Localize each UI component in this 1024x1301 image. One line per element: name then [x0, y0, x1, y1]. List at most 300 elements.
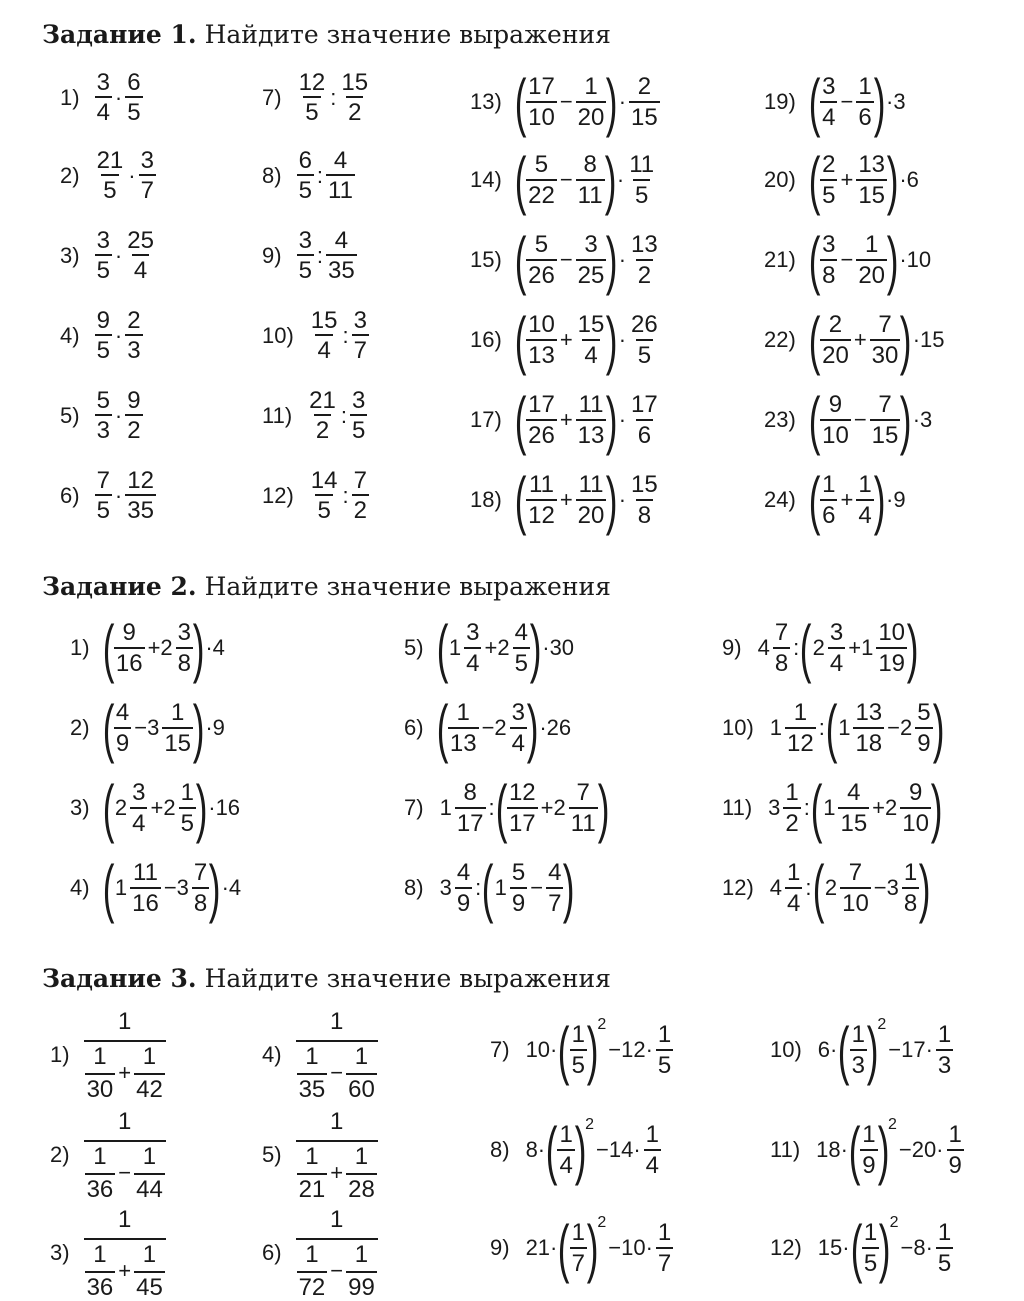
- denominator: 72: [297, 1271, 328, 1300]
- fraction: [526, 152, 557, 207]
- parenthesis: ): [606, 464, 618, 536]
- exercise-number: 2): [70, 715, 90, 740]
- operator: +: [118, 1060, 132, 1086]
- operator: +2: [540, 795, 566, 820]
- exercise-number: 6): [60, 482, 80, 508]
- expression: [102, 612, 227, 684]
- compound-fraction: [296, 1008, 378, 1102]
- denominator: 4: [95, 96, 112, 125]
- fraction: [576, 312, 607, 367]
- operator: :: [475, 875, 482, 900]
- exercise-20: [764, 144, 921, 216]
- coefficient: 15·: [817, 1235, 850, 1260]
- denominator: 16: [130, 887, 161, 916]
- exercise-8: [262, 148, 356, 203]
- numerator: 3: [132, 779, 146, 807]
- expression: [808, 66, 908, 138]
- denominator: 12: [526, 499, 557, 528]
- parenthesis: ): [900, 384, 912, 456]
- denominator: 22: [526, 179, 557, 208]
- parenthesis: ): [606, 224, 618, 296]
- expression: [438, 772, 610, 844]
- operator: 3: [768, 795, 781, 820]
- numerator: 3: [353, 307, 367, 334]
- denominator: 42: [134, 1073, 165, 1102]
- exercise-7: [262, 70, 371, 125]
- fraction: [309, 468, 340, 523]
- fraction: [130, 860, 161, 915]
- operator: 2: [812, 635, 825, 660]
- numerator: 1: [787, 859, 801, 887]
- parenthesis: ): [606, 384, 618, 456]
- expression: [102, 772, 242, 844]
- fraction: [464, 620, 481, 675]
- exercise-19: [764, 66, 908, 138]
- fraction: [526, 392, 557, 447]
- denominator: [296, 1238, 378, 1300]
- numerator: 11: [133, 859, 158, 887]
- numerator: 7: [774, 619, 789, 647]
- denominator: 5: [303, 96, 320, 125]
- expression: [524, 1212, 675, 1284]
- fraction: [850, 1022, 867, 1077]
- denominator: 5: [125, 96, 142, 125]
- denominator: 10: [820, 419, 851, 448]
- numerator: 9: [122, 619, 136, 647]
- numerator: 15: [310, 307, 338, 334]
- numerator: 13: [855, 699, 883, 727]
- numerator: 12: [298, 69, 326, 96]
- coefficient: 18·: [816, 1137, 848, 1162]
- exercise-number: 13): [470, 89, 502, 114]
- fraction: [576, 74, 607, 129]
- denominator: 5: [656, 1049, 673, 1078]
- operator: ·: [114, 84, 123, 110]
- fraction: [576, 392, 607, 447]
- exercise-3: [60, 228, 157, 283]
- numerator: 1: [142, 1143, 157, 1170]
- fraction: [114, 700, 131, 755]
- denominator: 5: [350, 414, 367, 443]
- exercise-number: 4): [70, 875, 90, 900]
- parenthesis: ): [606, 304, 618, 376]
- parenthesis: (: [514, 384, 527, 456]
- parenthesis: (: [808, 304, 821, 376]
- fraction: [856, 74, 873, 129]
- operator: +: [559, 487, 573, 512]
- fraction: [179, 780, 196, 835]
- exercise-2: [70, 692, 227, 764]
- numerator: 3: [511, 699, 526, 727]
- parenthesis: ): [597, 772, 610, 844]
- numerator: 13: [858, 151, 886, 179]
- denominator: 4: [785, 887, 802, 916]
- denominator: 13: [526, 339, 557, 368]
- numerator: 5: [511, 859, 526, 887]
- operator: :: [805, 875, 812, 900]
- numerator: 3: [584, 231, 598, 259]
- numerator: 11: [529, 471, 554, 499]
- denominator: 4: [557, 1149, 574, 1178]
- denominator: 4: [132, 254, 149, 283]
- compound-fraction: [84, 1008, 166, 1102]
- fraction: [125, 388, 142, 443]
- numerator: 3: [177, 619, 192, 647]
- fraction: [85, 1242, 116, 1300]
- numerator: 1: [171, 699, 185, 727]
- numerator: 1: [584, 73, 598, 101]
- numerator: 2: [127, 307, 141, 334]
- expression: [296, 1206, 378, 1300]
- exercise-number: 17): [470, 407, 502, 432]
- numerator: 1: [118, 1008, 132, 1035]
- operator: ·: [618, 407, 627, 432]
- numerator: 15: [577, 311, 605, 339]
- numerator: 3: [96, 69, 110, 96]
- denominator: 11: [569, 807, 598, 836]
- expression: [768, 852, 931, 924]
- denominator: 6: [820, 499, 837, 528]
- denominator: [296, 1140, 378, 1202]
- numerator: 8: [583, 151, 597, 179]
- fraction: [346, 1044, 377, 1102]
- operator: −20·: [898, 1137, 944, 1162]
- exercise-number: 11): [770, 1137, 801, 1162]
- numerator: 1: [142, 1043, 157, 1070]
- exercise-number: 4): [60, 322, 80, 348]
- numerator: 4: [548, 859, 562, 887]
- denominator: 35: [326, 254, 357, 283]
- parenthesis: ): [574, 1114, 587, 1186]
- denominator: 17: [455, 807, 486, 836]
- fraction: [510, 860, 527, 915]
- exercise-17: [470, 384, 661, 456]
- denominator: 5: [95, 334, 112, 363]
- denominator: 4: [315, 334, 332, 363]
- operator: 2: [114, 795, 128, 820]
- exercise-number: 5): [60, 402, 80, 428]
- numerator: 1: [571, 1021, 586, 1049]
- numerator: 3: [822, 231, 836, 259]
- fraction: [936, 1220, 953, 1275]
- exercise-8: [404, 852, 575, 924]
- operator: :: [793, 635, 800, 660]
- exercise-10: [722, 692, 945, 764]
- parenthesis: (: [102, 692, 115, 764]
- denominator: 15: [162, 727, 193, 756]
- expression: [84, 1206, 166, 1300]
- fraction: [820, 74, 837, 129]
- denominator: 8: [820, 259, 837, 288]
- operator: 1: [494, 875, 507, 900]
- exercise-number: 9): [722, 635, 742, 660]
- fraction: [947, 1122, 964, 1177]
- numerator: 7: [878, 391, 892, 419]
- denominator: 4: [644, 1149, 661, 1178]
- fraction: [346, 1144, 377, 1202]
- numerator: 7: [848, 859, 863, 887]
- denominator: 30: [870, 339, 901, 368]
- operator: 4: [757, 635, 770, 660]
- exercise-24: [764, 464, 908, 536]
- exercise-number: 4): [262, 1042, 282, 1068]
- fraction: [820, 392, 851, 447]
- operator: ·15: [912, 327, 945, 352]
- denominator: [84, 1040, 166, 1102]
- coefficient: 21·: [525, 1235, 558, 1260]
- expression: [514, 66, 661, 138]
- numerator: 1: [657, 1219, 672, 1247]
- parenthesis: (: [514, 66, 527, 138]
- fraction: [856, 152, 887, 207]
- parenthesis: ): [195, 772, 208, 844]
- expression: [436, 692, 574, 764]
- operator: −14·: [596, 1137, 641, 1162]
- fraction: [902, 860, 919, 915]
- numerator: 1: [903, 859, 918, 887]
- denominator: 2: [314, 414, 331, 443]
- expression: [514, 144, 657, 216]
- expression: [306, 388, 368, 443]
- parenthesis: ): [873, 66, 886, 138]
- parenthesis: (: [102, 612, 115, 684]
- exercise-1: [60, 70, 144, 125]
- numerator: 1: [851, 1021, 866, 1049]
- exponent: 2: [889, 1214, 899, 1231]
- denominator: 2: [636, 259, 653, 288]
- operator: −3: [873, 875, 899, 900]
- numerator: 11: [578, 391, 604, 419]
- fraction: [900, 780, 931, 835]
- exercise-9: [262, 228, 358, 283]
- exercise-4: [262, 1008, 378, 1102]
- denominator: 99: [346, 1271, 377, 1300]
- operator: −: [118, 1160, 132, 1186]
- numerator: 1: [456, 699, 470, 727]
- exercise-number: 12): [770, 1235, 802, 1260]
- fraction: [139, 148, 156, 203]
- exercise-number: 21): [764, 247, 796, 272]
- denominator: 7: [546, 887, 563, 916]
- denominator: 11: [326, 174, 355, 203]
- parenthesis: (: [545, 1114, 558, 1186]
- expression: [296, 70, 372, 125]
- fraction: [95, 468, 112, 523]
- denominator: 36: [85, 1271, 116, 1300]
- denominator: 26: [526, 259, 557, 288]
- operator: −: [330, 1060, 344, 1086]
- exercise-6: [262, 1206, 378, 1300]
- denominator: 15: [856, 179, 887, 208]
- fraction: [326, 228, 357, 283]
- operator: −8·: [900, 1235, 933, 1260]
- expression: [514, 384, 661, 456]
- numerator: 1: [559, 1121, 573, 1149]
- numerator: 1: [571, 1219, 586, 1247]
- denominator: 45: [134, 1271, 165, 1300]
- numerator: 12: [127, 467, 154, 494]
- expression: [102, 852, 244, 924]
- numerator: 6: [298, 147, 312, 174]
- numerator: 4: [456, 859, 471, 887]
- parenthesis: (: [558, 1212, 570, 1284]
- numerator: 1: [948, 1121, 962, 1149]
- numerator: 1: [330, 1108, 344, 1135]
- numerator: 4: [334, 227, 349, 254]
- fraction: [629, 472, 660, 527]
- numerator: 21: [96, 147, 124, 174]
- operator: +1: [848, 635, 874, 660]
- operator: 1: [769, 715, 783, 740]
- denominator: 9: [915, 727, 932, 756]
- denominator: 7: [656, 1247, 673, 1276]
- exercise-15: [470, 224, 661, 296]
- expression: [766, 772, 943, 844]
- exercise-number: 3): [50, 1240, 70, 1266]
- expression: [84, 1008, 166, 1102]
- parenthesis: (: [558, 1014, 570, 1086]
- fraction: [820, 232, 837, 287]
- numerator: 1: [354, 1241, 369, 1268]
- fraction: [192, 860, 209, 915]
- denominator: 28: [346, 1173, 377, 1202]
- denominator: 20: [856, 259, 887, 288]
- denominator: 9: [510, 887, 527, 916]
- exercise-number: 1): [60, 84, 80, 110]
- fraction: [828, 620, 845, 675]
- parenthesis: (: [436, 692, 449, 764]
- denominator: 26: [526, 419, 557, 448]
- operator: ·: [618, 89, 627, 114]
- fraction: [526, 232, 557, 287]
- numerator: 11: [629, 151, 655, 179]
- exercise-number: 3): [60, 242, 80, 268]
- expression: [296, 148, 356, 203]
- denominator: 36: [85, 1173, 116, 1202]
- exercise-number: 14): [470, 167, 502, 192]
- operator: ·10: [899, 247, 932, 272]
- fraction: [853, 700, 884, 755]
- exercise-9: [722, 612, 919, 684]
- parenthesis: ): [873, 464, 886, 536]
- fraction: [85, 1144, 116, 1202]
- parenthesis: ): [604, 144, 617, 216]
- exercise-number: 8): [490, 1137, 510, 1162]
- exercise-6: [60, 468, 157, 523]
- expression: [808, 464, 908, 536]
- parenthesis: (: [808, 464, 821, 536]
- exercise-10: [262, 308, 370, 363]
- denominator: 3: [95, 414, 112, 443]
- fraction: [125, 468, 156, 523]
- exercise-22: [764, 304, 946, 376]
- compound-fraction: [84, 1206, 166, 1300]
- expression: [808, 304, 947, 376]
- parenthesis: ): [932, 692, 945, 764]
- operator: ·: [128, 162, 136, 188]
- numerator: 3: [466, 619, 480, 647]
- numerator: 1: [180, 779, 194, 807]
- denominator: 15: [870, 419, 901, 448]
- numerator: 9: [96, 307, 110, 334]
- exercise-16: [470, 304, 661, 376]
- numerator: 1: [93, 1143, 107, 1170]
- numerator: 1: [862, 1121, 876, 1149]
- exercise-6: [404, 692, 573, 764]
- denominator: 8: [902, 887, 919, 916]
- denominator: 4: [510, 727, 527, 756]
- numerator: 4: [115, 699, 130, 727]
- expression: [94, 228, 157, 283]
- fraction: [576, 472, 607, 527]
- numerator: 1: [305, 1043, 319, 1070]
- denominator: 30: [85, 1073, 116, 1102]
- denominator: 12: [785, 727, 816, 756]
- fraction: [114, 620, 145, 675]
- fraction: [856, 472, 873, 527]
- numerator: 6: [127, 69, 141, 96]
- fraction: [95, 308, 112, 363]
- exercise-12: [262, 468, 370, 523]
- expression: [94, 70, 144, 125]
- operator: ·3: [886, 89, 906, 114]
- fraction: [627, 152, 656, 207]
- fraction: [936, 1022, 953, 1077]
- exercise-5: [262, 1108, 378, 1202]
- denominator: 5: [862, 1247, 879, 1276]
- fraction: [134, 1144, 165, 1202]
- denominator: 5: [570, 1049, 587, 1078]
- fraction: [820, 312, 851, 367]
- exercise-2: [50, 1108, 166, 1202]
- denominator: [84, 1140, 166, 1202]
- denominator: 8: [192, 887, 209, 916]
- denominator: 5: [513, 647, 530, 676]
- fraction: [526, 472, 557, 527]
- denominator: 10: [840, 887, 871, 916]
- denominator: 18: [853, 727, 884, 756]
- operator: ·9: [886, 487, 906, 512]
- numerator: 15: [341, 69, 369, 96]
- numerator: 1: [305, 1143, 319, 1170]
- denominator: 2: [346, 96, 363, 125]
- numerator: 5: [534, 151, 549, 179]
- denominator: 13: [448, 727, 479, 756]
- operator: ·: [114, 242, 123, 268]
- denominator: 6: [856, 101, 873, 130]
- denominator: 4: [856, 499, 873, 528]
- exercise-18: [470, 464, 661, 536]
- expression: [436, 612, 576, 684]
- parenthesis: (: [808, 144, 821, 216]
- operator: +2: [147, 635, 173, 660]
- fraction: [297, 1044, 328, 1102]
- parenthesis: ): [886, 224, 899, 296]
- exercise-2: [60, 148, 157, 203]
- exercise-3: [70, 772, 242, 844]
- numerator: 1: [863, 1219, 878, 1247]
- parenthesis: ): [919, 852, 931, 924]
- parenthesis: (: [482, 852, 494, 924]
- exercise-11: [722, 772, 943, 844]
- operator: :: [803, 795, 810, 820]
- exercise-number: 8): [262, 162, 282, 188]
- operator: +2: [872, 795, 898, 820]
- exercise-number: 11): [262, 402, 293, 428]
- numerator: 26: [631, 311, 658, 339]
- fraction: [448, 700, 479, 755]
- numerator: 9: [127, 387, 141, 414]
